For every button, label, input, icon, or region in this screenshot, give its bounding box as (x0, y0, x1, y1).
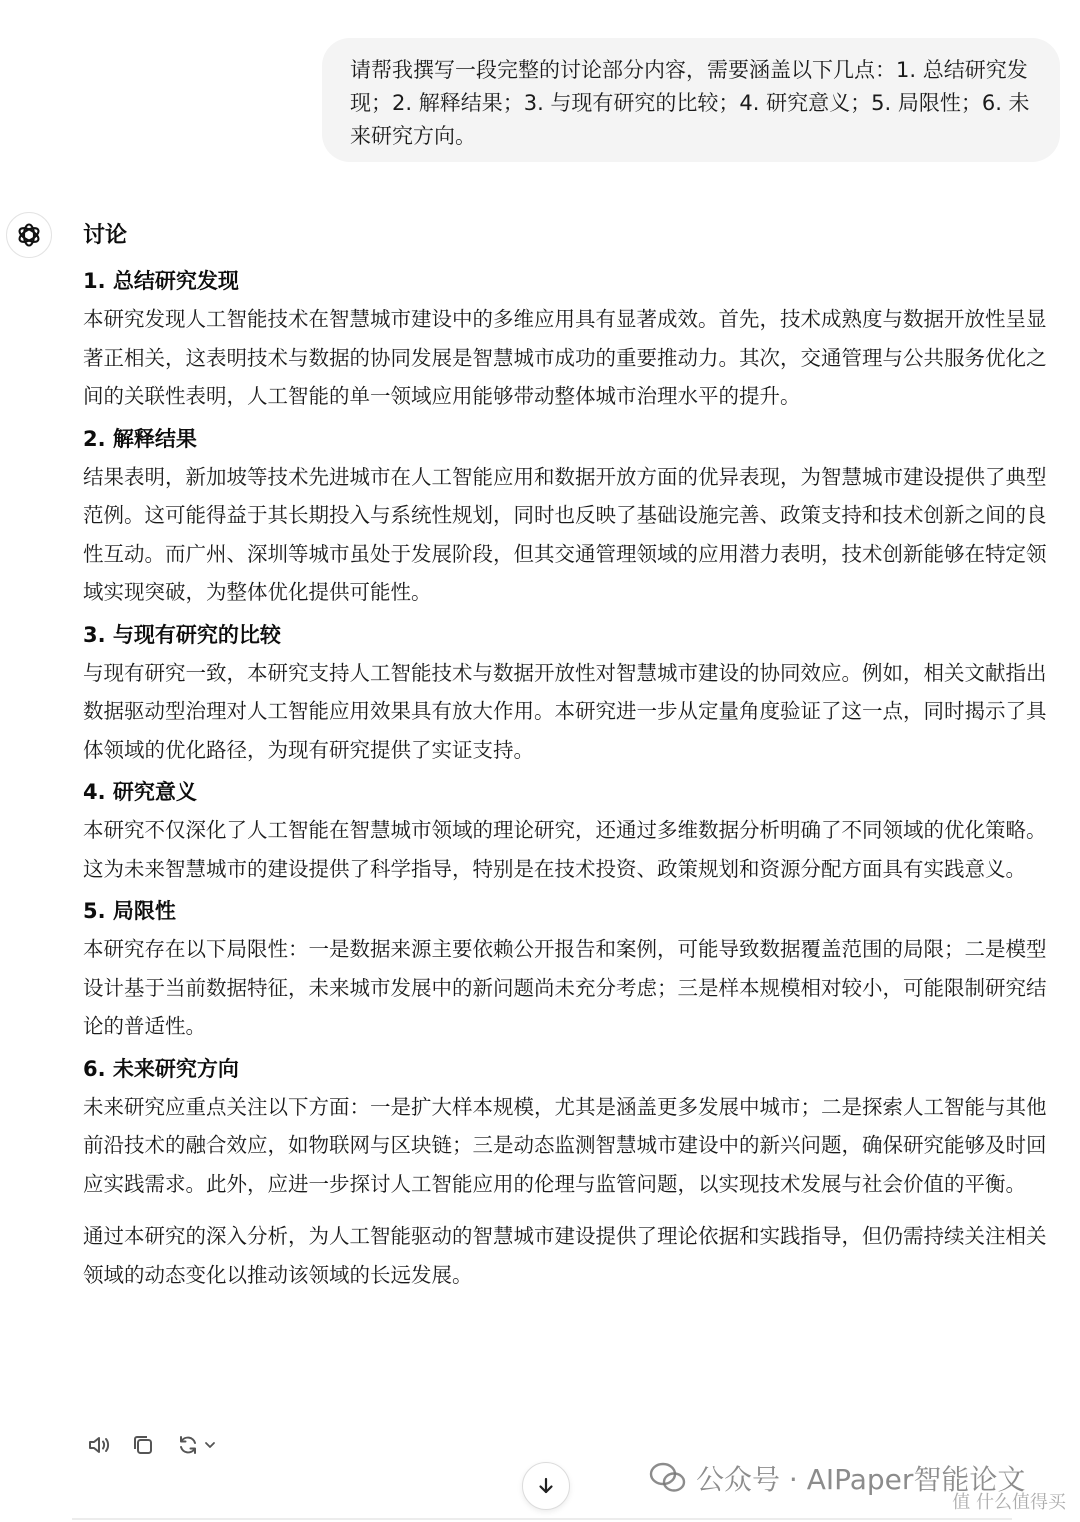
arrow-down-icon (535, 1475, 557, 1497)
regenerate-button[interactable] (172, 1430, 220, 1460)
user-message-text: 请帮我撰写一段完整的讨论部分内容，需要涵盖以下几点：1. 总结研究发现；2. 解释结果；3. 与现有研究的比较；4. 研究意义；5. 局限性；6. 未来研究方向。 (350, 58, 1030, 148)
section-heading: 4. 研究意义 (83, 780, 197, 804)
copy-icon (130, 1432, 156, 1458)
section-explanation (83, 424, 1053, 612)
section-heading: 3. 与现有研究的比较 (83, 622, 281, 647)
section-heading: 5. 局限性 (83, 899, 176, 923)
answer-title: 讨论 (83, 223, 128, 248)
section-body: 结果表明，新加坡等技术先进城市在人工智能应用和数据开放方面的优异表现，为智慧城市建设提供了典型范例。这可能得益于其长期投入与系统性规划，同时也反映了基础设施完善、政策支持和技术创新之间的良性互动。而广州、深圳等城市虽处于发展阶段，但其交通管理领域的应用潜力表明，技术创新能够在特定领域实现突破，为整体优化提供可能性。 (83, 464, 1047, 604)
answer-conclusion: 通过本研究的深入分析，为人工智能驱动的智慧城市建设提供了理论依据和实践指导，但仍需持续关注相关领域的动态变化以推动该领域的长远发展。 (83, 1224, 1047, 1287)
watermark-text: 公众号 · AIPaper智能论文 (696, 1463, 1026, 1496)
assistant-avatar (6, 212, 52, 258)
read-aloud-button[interactable] (84, 1430, 114, 1460)
scroll-to-bottom-button[interactable] (522, 1462, 570, 1510)
message-actions (84, 1430, 220, 1460)
section-body: 本研究发现人工智能技术在智慧城市建设中的多维应用具有显著成效。首先，技术成熟度与数据开放性呈显著正相关，这表明技术与数据的协同发展是智慧城市成功的重要推动力。其次，交通管理与公共服务优化之间的关联性表明，人工智能的单一领域应用能够带动整体城市治理水平的提升。 (83, 307, 1047, 408)
section-body: 未来研究应重点关注以下方面：一是扩大样本规模，尤其是涵盖更多发展中城市；二是探索人工智能与其他前沿技术的融合效应，如物联网与区块链；三是动态监测智慧城市建设中的新兴问题，确保研究能够及时回应实践需求。此外，应进一步探讨人工智能应用的伦理与监管问题，以实现技术发展与社会价值的平衡。 (83, 1094, 1047, 1196)
refresh-icon (175, 1432, 201, 1458)
chevron-down-icon (203, 1438, 217, 1452)
user-message-bubble (322, 38, 1060, 162)
bottom-divider (72, 1518, 1012, 1520)
openai-logo-icon (15, 221, 43, 249)
wechat-icon (648, 1461, 688, 1495)
section-body: 本研究存在以下局限性：一是数据来源主要依赖公开报告和案例，可能导致数据覆盖范围的局限；二是模型设计基于当前数据特征，未来城市发展中的新问题尚未充分考虑；三是样本规模相对较小，可能限制研究结论的普适性。 (83, 937, 1047, 1038)
section-future-directions (83, 1054, 1053, 1204)
speaker-icon (86, 1432, 112, 1458)
section-body: 与现有研究一致，本研究支持人工智能技术与数据开放性对智慧城市建设的协同效应。例如，相关文献指出数据驱动型治理对人工智能应用效果具有放大作用。本研究进一步从定量角度验证了这一点，同时揭示了具体领域的优化路径，为现有研究提供了实证支持。 (83, 660, 1047, 762)
section-body: 本研究不仅深化了人工智能在智慧城市领域的理论研究，还通过多维数据分析明确了不同领域的优化策略。这为未来智慧城市的建设提供了科学指导，特别是在技术投资、政策规划和资源分配方面具有实践意义。 (83, 818, 1047, 881)
copy-button[interactable] (128, 1430, 158, 1460)
section-comparison (83, 620, 1053, 770)
watermark-sub: 值 什么值得买 (952, 1492, 1066, 1513)
section-heading: 6. 未来研究方向 (83, 1056, 239, 1081)
assistant-answer (83, 218, 1053, 1294)
section-heading: 2. 解释结果 (83, 426, 197, 451)
section-limitations (83, 896, 1053, 1046)
section-summary (83, 266, 1053, 416)
section-heading: 1. 总结研究发现 (83, 269, 239, 293)
section-significance (83, 777, 1053, 888)
